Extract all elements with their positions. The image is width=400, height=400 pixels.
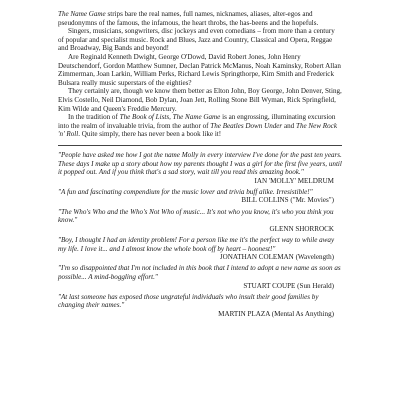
testimonial-attribution: MARTIN PLAZA (Mental As Anything) xyxy=(218,309,334,318)
testimonial xyxy=(58,208,342,234)
testimonial-attribution: GLENN SHORROCK xyxy=(269,224,334,233)
blurb-section xyxy=(58,10,342,139)
blurb-paragraph-1: The Name Game strips bare the real names, full names, nicknames, aliases, alter-egos and pseudonymns of the famous, the infamous, the heart throbs, the has-beens and the hopefuls. xyxy=(58,10,319,27)
blurb-paragraph-4: They certainly are, though we know them better as Elton John, Boy George, John Denver, Sting, Elvis Costello, Neil Diamond, Bob Dylan, Joan Jett, Rolling Stone Bill Wyman, Rick Springfield, Kim Wilde and Queen's Freddie Mercury. xyxy=(58,87,342,113)
testimonial-quote: "A fun and fascinating compendium for the music lover and trivia buff alike. Irresistible!" xyxy=(58,187,313,196)
testimonial xyxy=(58,293,342,319)
testimonials xyxy=(58,151,342,319)
testimonial-quote: "The Who's Who and the Who's Not Who of music... It's not who you know, it's who you think you know." xyxy=(58,207,334,225)
testimonial xyxy=(58,188,342,205)
blurb-paragraph-2: Singers, musicians, songwriters, disc jockeys and even comedians – from more than a century of popular and specialist music. Rock and Blues, Jazz and Country, Classical and Opera, Reggae and Broadway, Big Bands and beyond! xyxy=(58,27,335,53)
blurb-paragraph-3: Are Reginald Kenneth Dwight, George O'Dowd, David Robert Jones, John Henry Deutschendorf, Gordon Matthew Sumner, Declan Patrick McManus, Noah Kaminsky, Robert Allan Zimmerman, Joan Larkin, William Perks, Richard Lewis Springthorpe, Kim Smith and Frederick Bulsara really music superstars of the eighties? xyxy=(58,52,341,87)
testimonial-attribution: IAN 'MOLLY' MELDRUM xyxy=(254,176,334,185)
testimonial xyxy=(58,151,342,185)
blurb-paragraph-5: In the tradition of The Book of Lists, The Name Game is an engrossing, illuminating excursion into the realm of invaluable trivia, from the author of The Beatles Down Under and The New Rock 'n' Roll. Quite simply, there has never been a book like it! xyxy=(58,113,337,139)
testimonial-attribution: JONATHAN COLEMAN (Wavelength) xyxy=(219,253,334,262)
testimonial xyxy=(58,264,342,290)
testimonial-attribution: BILL COLLINS ("Mr. Movies") xyxy=(241,196,334,205)
testimonial xyxy=(58,236,342,262)
testimonial-quote: "At last someone has exposed those ungrateful individuals who insult their good families by changing their names." xyxy=(58,292,319,310)
section-divider xyxy=(58,145,342,146)
testimonial-quote: "Boy, I thought I had an identity problem! For a person like me it's the perfect way to while away my life. I love it... and I almost know the whole book off by heart – hoonest!" xyxy=(58,236,335,253)
testimonial-quote: "People have asked me how I got the name Molly in every interview I've done for the past ten years. These days I make up a story about how my parents thought I was a girl for the first five years, until it popped out. And if you think that's a sad story, wait till you read this amazing book." xyxy=(58,150,342,177)
book-title: The Name Game xyxy=(58,10,106,18)
testimonial-quote: "I'm so disappointed that I'm not included in this book that I intend to adopt a new name as soon as possible... A mind-boggling effort." xyxy=(58,264,341,281)
testimonial-attribution: STUART COUPE (Sun Herald) xyxy=(243,281,334,290)
